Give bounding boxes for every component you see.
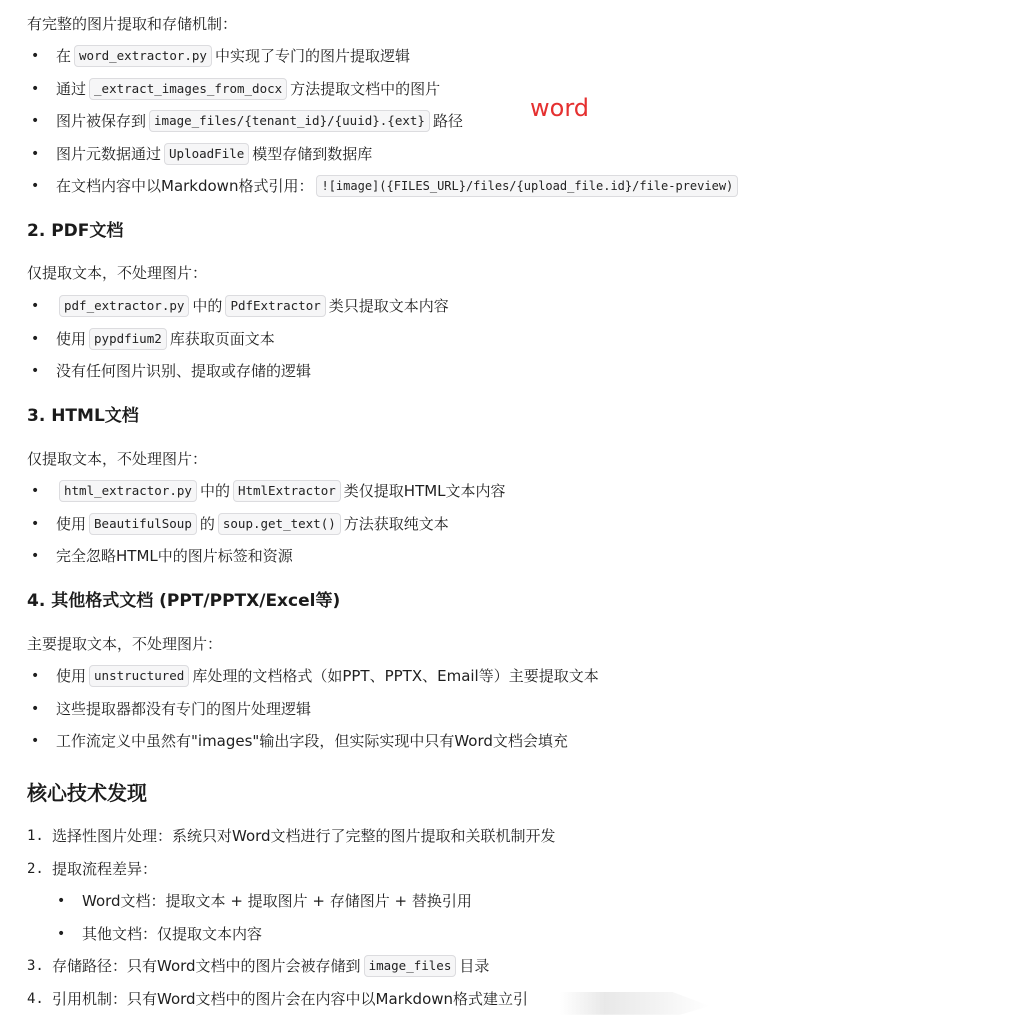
list-item-text: 完全忽略HTML中的图片标签和资源	[56, 547, 293, 565]
item-number: 1.	[27, 828, 44, 844]
sub-list-item	[57, 890, 472, 912]
list-item-text: 使用	[56, 667, 87, 685]
inline-code: HtmlExtractor	[233, 480, 341, 502]
list-item	[31, 175, 741, 197]
list-item	[31, 698, 311, 720]
list-item-text: 这些提取器都没有专门的图片处理逻辑	[56, 700, 312, 718]
bullet-icon: •	[31, 178, 40, 194]
list-item-text: 方法获取纯文本	[343, 515, 449, 533]
other-intro: 主要提取文本，不处理图片：	[27, 635, 223, 653]
list-item-text: 使用	[56, 515, 87, 533]
bullet-icon: •	[31, 298, 40, 314]
bullet-icon: •	[31, 548, 40, 564]
list-item	[31, 545, 293, 567]
list-item	[31, 45, 410, 67]
list-item-text: 使用	[56, 330, 87, 348]
word-intro: 有完整的图片提取和存储机制：	[27, 15, 238, 33]
inline-code: word_extractor.py	[74, 45, 212, 67]
inline-code: PdfExtractor	[225, 295, 325, 317]
item-number: 3.	[27, 958, 44, 974]
section-heading-pdf: 2. PDF文档	[27, 221, 124, 241]
list-item	[31, 143, 372, 165]
html-intro: 仅提取文本，不处理图片：	[27, 450, 208, 468]
numbered-item	[27, 858, 157, 880]
list-item-text: 图片元数据通过	[56, 145, 162, 163]
inline-code: unstructured	[89, 665, 189, 687]
inline-code: image_files/{tenant_id}/{uuid}.{ext}	[149, 110, 430, 132]
bullet-icon: •	[57, 926, 66, 942]
section-heading-other: 4. 其他格式文档 (PPT/PPTX/Excel等)	[27, 591, 341, 611]
list-item-text: 类只提取文本内容	[328, 297, 449, 315]
list-item	[31, 665, 599, 687]
list-item-text: 图片被保存到	[56, 112, 147, 130]
item-number: 2.	[27, 861, 44, 877]
list-item	[31, 295, 449, 317]
list-item	[31, 730, 568, 752]
item-number: 4.	[27, 991, 44, 1007]
list-item-text: 通过	[56, 80, 87, 98]
numbered-item	[27, 825, 556, 847]
list-item	[31, 328, 275, 350]
list-item	[31, 78, 440, 100]
list-item-text: 在	[56, 47, 72, 65]
list-item	[31, 513, 449, 535]
list-item-text: 中实现了专门的图片提取逻辑	[214, 47, 410, 65]
bullet-icon: •	[31, 81, 40, 97]
inline-code: ![image]({FILES_URL}/files/{upload_file.id}/file-preview)	[316, 175, 738, 197]
list-item-text: 类仅提取HTML文本内容	[343, 482, 506, 500]
inline-code: _extract_images_from_docx	[89, 78, 287, 100]
bullet-icon: •	[31, 363, 40, 379]
list-item-text: Word文档：提取文本 + 提取图片 + 存储图片 + 替换引用	[82, 892, 472, 910]
bullet-icon: •	[31, 516, 40, 532]
inline-code: pypdfium2	[89, 328, 167, 350]
list-item-text: 存储路径：只有Word文档中的图片会被存储到	[52, 957, 361, 975]
list-item-text: 模型存储到数据库	[252, 145, 373, 163]
section-heading-html: 3. HTML文档	[27, 406, 139, 426]
list-item-text: 其他文档：仅提取文本内容	[82, 925, 263, 943]
list-item-text: 工作流定义中虽然有"images"输出字段，但实际实现中只有Word文档会填充	[56, 732, 568, 750]
list-item	[31, 360, 311, 382]
list-item	[31, 480, 506, 502]
list-item-text: 引用机制：只有Word文档中的图片会在内容中以Markdown格式建立引	[52, 990, 529, 1008]
inline-code: UploadFile	[164, 143, 249, 165]
bullet-icon: •	[57, 893, 66, 909]
list-item-text: 目录	[459, 957, 490, 975]
inline-code: image_files	[364, 955, 457, 977]
list-item-text: 提取流程差异：	[52, 860, 158, 878]
inline-code: BeautifulSoup	[89, 513, 197, 535]
list-item-text: 中的	[192, 297, 223, 315]
list-item-text: 路径	[432, 112, 463, 130]
numbered-item	[27, 988, 528, 1010]
bullet-icon: •	[31, 668, 40, 684]
inline-code: html_extractor.py	[59, 480, 197, 502]
bullet-icon: •	[31, 331, 40, 347]
list-item-text: 中的	[199, 482, 230, 500]
sub-list-item	[57, 923, 262, 945]
bullet-icon: •	[31, 146, 40, 162]
pdf-intro: 仅提取文本，不处理图片：	[27, 264, 208, 282]
list-item-text: 库获取页面文本	[169, 330, 275, 348]
list-item-text: 在文档内容中以Markdown格式引用：	[56, 177, 314, 195]
inline-code: soup.get_text()	[218, 513, 341, 535]
numbered-item	[27, 955, 489, 977]
list-item-text: 方法提取文档中的图片	[290, 80, 441, 98]
bullet-icon: •	[31, 701, 40, 717]
word-annotation: word	[530, 94, 589, 122]
list-item-text: 没有任何图片识别、提取或存储的逻辑	[56, 362, 312, 380]
list-item-text: 库处理的文档格式（如PPT、PPTX、Email等）主要提取文本	[192, 667, 599, 685]
section-heading-findings: 核心技术发现	[27, 781, 147, 805]
list-item-text: 选择性图片处理：系统只对Word文档进行了完整的图片提取和关联机制开发	[52, 827, 556, 845]
bullet-icon: •	[31, 483, 40, 499]
fade-overlay	[560, 985, 710, 1020]
bullet-icon: •	[31, 113, 40, 129]
bullet-icon: •	[31, 48, 40, 64]
list-item	[31, 110, 463, 132]
inline-code: pdf_extractor.py	[59, 295, 189, 317]
list-item-text: 的	[199, 515, 215, 533]
bullet-icon: •	[31, 733, 40, 749]
